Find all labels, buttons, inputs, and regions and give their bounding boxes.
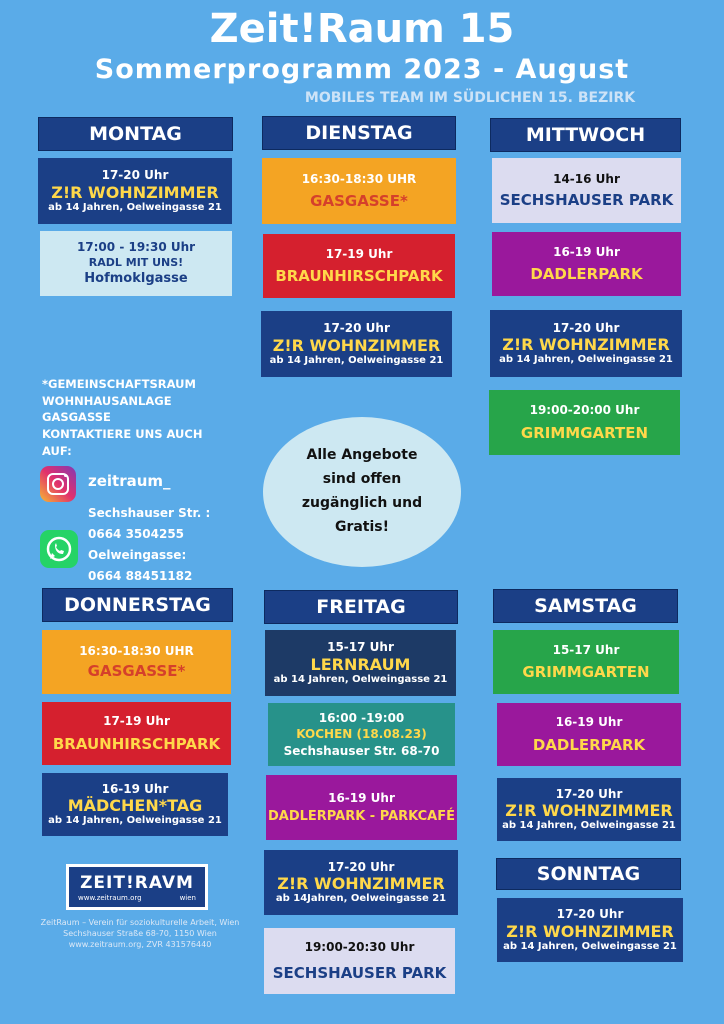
event-donnerstag-gasgasse (42, 630, 231, 694)
event-donnerstag-braunhirschpark (42, 702, 231, 765)
event-time: 16:30-18:30 UHR (79, 643, 194, 658)
event-detail: Hofmoklgasse (84, 271, 188, 287)
event-name: Z!R WOHNZIMMER (277, 874, 445, 894)
oelwein-label: Oelweingasse: (88, 548, 187, 562)
event-time: 17-20 Uhr (323, 321, 390, 336)
day-header-freitag: FREITAG (264, 590, 458, 624)
footer-line-3: www.zeitraum.org, ZVR 431576440 (68, 939, 212, 949)
event-freitag-kochen (268, 703, 455, 766)
page-subtitle: Sommerprogramm 2023 - August (94, 54, 630, 85)
event-time: 19:00-20:00 Uhr (529, 403, 640, 418)
event-donnerstag-maedchentag (42, 773, 228, 836)
event-mittwoch-wohnzimmer (490, 310, 682, 377)
day-header-dienstag: DIENSTAG (262, 116, 456, 150)
event-detail: ab 14 Jahren, Oelweingasse 21 (499, 354, 673, 366)
event-name: DADLERPARK - PARKCAFÉ (267, 808, 455, 824)
event-time: 17-20 Uhr (552, 320, 620, 335)
event-detail: Sechshauser Str. 68-70 (283, 743, 440, 758)
event-name: SECHSHAUSER PARK (272, 964, 447, 983)
instagram-icon[interactable] (40, 466, 76, 502)
event-dienstag-gasgasse (262, 158, 456, 224)
event-time: 15-17 Uhr (327, 640, 394, 655)
event-dienstag-braunhirschpark (263, 234, 455, 298)
gasgasse-note (42, 376, 232, 459)
event-name: SECHSHAUSER PARK (499, 190, 674, 209)
event-mittwoch-sechshauserpark (492, 158, 681, 223)
oelwein-phone[interactable]: 0664 88451182 (88, 569, 193, 583)
page-tagline: MOBILES TEAM IM SÜDLICHEN 15. BEZIRK (304, 90, 636, 106)
event-time: 17-20 Uhr (556, 907, 624, 922)
page-title: Zeit!Raum 15 (209, 6, 515, 52)
event-detail: ab 14 Jahren, Oelweingasse 21 (273, 673, 448, 685)
instagram-handle[interactable]: zeitraum_ (88, 472, 171, 490)
zeitraum-logo (66, 864, 208, 910)
event-time: 17-19 Uhr (325, 246, 393, 261)
sechshauser-phone[interactable]: 0664 3504255 (88, 527, 185, 541)
day-header-donnerstag: DONNERSTAG (42, 588, 233, 622)
event-montag-wohnzimmer (38, 158, 232, 224)
event-time: 17:00 - 19:30 Uhr (76, 239, 196, 254)
event-name: Z!R WOHNZIMMER (502, 335, 670, 355)
event-detail: ab 14 Jahren, Oelweingasse 21 (269, 354, 444, 366)
event-time: 16-19 Uhr (328, 790, 395, 805)
event-detail: ab 14 Jahren, Oelweingasse 21 (48, 815, 222, 827)
event-name: KOCHEN (18.08.23) (296, 727, 427, 742)
event-sonntag-wohnzimmer (497, 898, 683, 962)
event-name: BRAUNHIRSCHPARK (52, 734, 221, 753)
event-name: Z!R WOHNZIMMER (272, 335, 441, 355)
event-time: 17-19 Uhr (103, 714, 170, 729)
event-detail: ab 14 Jahren, Oelweingasse 21 (503, 940, 677, 952)
logo-city: wien (179, 893, 196, 902)
event-name: Z!R WOHNZIMMER (51, 182, 219, 202)
event-name: LERNRAUM (310, 654, 411, 674)
event-time: 17-20 Uhr (555, 786, 623, 801)
day-header-sonntag: SONNTAG (496, 858, 681, 890)
event-time: 16:00 -19:00 (318, 710, 405, 725)
event-detail: ab 14 Jahren, Oelweingasse 21 (48, 201, 222, 213)
event-name: MÄDCHEN*TAG (67, 796, 203, 816)
event-samstag-dadlerpark (497, 703, 681, 766)
event-time: 17-20 Uhr (101, 168, 169, 183)
event-time: 16-19 Uhr (553, 244, 620, 259)
contact-text: KONTAKTIERE UNS AUCH AUF: (42, 427, 203, 458)
event-freitag-dadlerpark (266, 775, 457, 840)
event-time: 14-16 Uhr (553, 172, 620, 187)
event-name: GASGASSE* (87, 662, 186, 681)
event-time: 16-19 Uhr (555, 715, 623, 730)
event-name: Z!R WOHNZIMMER (506, 921, 674, 941)
bubble-text: Alle Angebote sind offen zugänglich und Gratis! (301, 447, 423, 535)
logo-text: ZEIT!RAVM (80, 872, 194, 893)
event-name: DADLERPARK (532, 735, 646, 754)
event-samstag-grimmgarten (493, 630, 679, 694)
event-mittwoch-grimmgarten (489, 390, 680, 455)
logo-url: www.zeitraum.org (78, 893, 142, 902)
event-detail: ab 14 Jahren, Oelweingasse 21 (502, 820, 676, 832)
event-freitag-sechshauserpark (264, 928, 455, 994)
sechshauser-label: Sechshauser Str. : (88, 506, 211, 520)
event-freitag-wohnzimmer (264, 850, 458, 915)
footer-text (30, 918, 250, 950)
footer-line-2: Sechshauser Straße 68-70, 1150 Wien (63, 928, 217, 938)
whatsapp-icon[interactable] (40, 530, 78, 568)
event-name: GRIMMGARTEN (522, 663, 650, 682)
event-name: DADLERPARK (530, 265, 643, 284)
info-bubble (263, 417, 461, 567)
event-name: BRAUNHIRSCHPARK (275, 267, 443, 286)
event-name: Z!R WOHNZIMMER (505, 801, 673, 821)
event-time: 16-19 Uhr (101, 781, 169, 796)
event-name: GASGASSE* (310, 192, 408, 211)
day-header-samstag: SAMSTAG (493, 589, 678, 623)
event-mittwoch-dadlerpark (492, 232, 681, 296)
note-text: *GEMEINSCHAFTSRAUM WOHNHAUSANLAGE GASGASSE (42, 377, 196, 425)
event-detail: ab 14Jahren, Oelweingasse 21 (275, 893, 447, 905)
event-time: 15-17 Uhr (552, 642, 620, 657)
event-time: 19:00-20:30 Uhr (304, 939, 415, 954)
day-header-mittwoch: MITTWOCH (490, 118, 681, 152)
event-time: 16:30-18:30 UHR (301, 171, 417, 186)
event-montag-radl (40, 231, 232, 296)
event-dienstag-wohnzimmer (261, 311, 452, 377)
footer-line-1: ZeitRaum – Verein für soziokulturelle Arbeit, Wien (40, 918, 240, 927)
event-time: 17-20 Uhr (327, 859, 395, 874)
event-freitag-lernraum (265, 630, 456, 696)
event-samstag-wohnzimmer (497, 778, 681, 841)
phone-contacts (88, 503, 210, 587)
event-name: RADL MIT UNS! (88, 256, 184, 270)
day-header-montag: MONTAG (38, 117, 233, 151)
event-name: GRIMMGARTEN (520, 423, 649, 442)
